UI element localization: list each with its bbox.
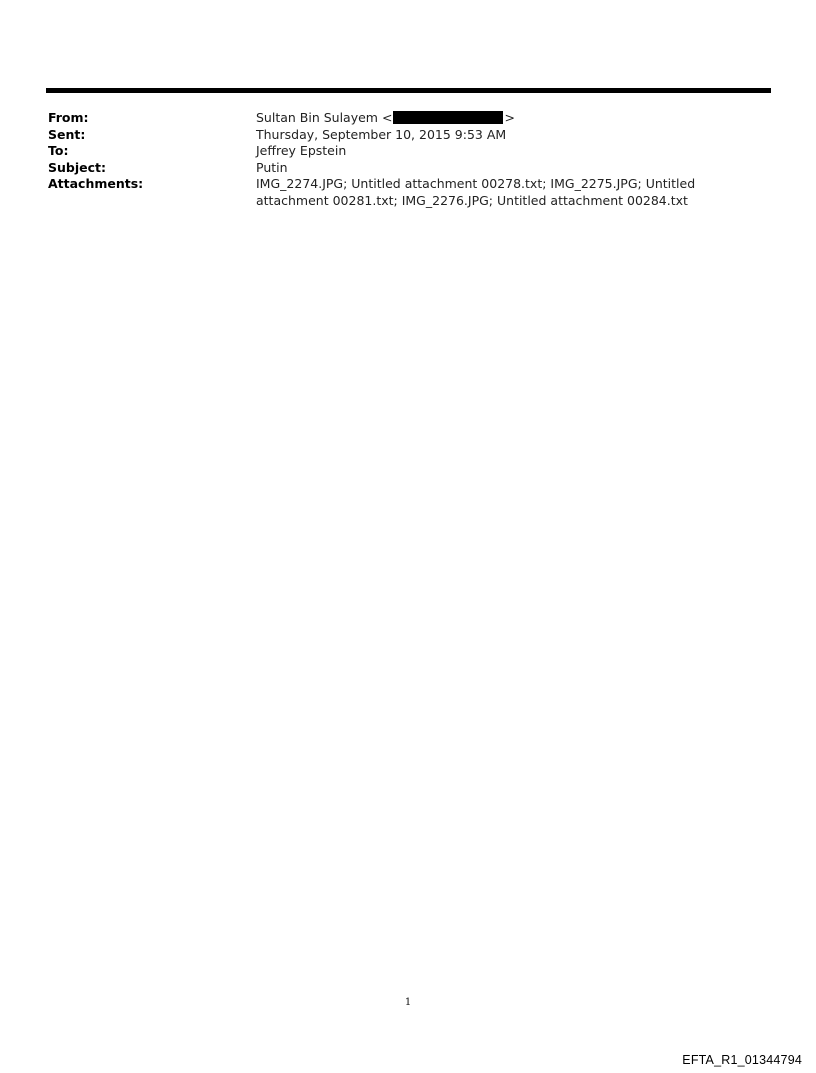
- to-value: Jeffrey Epstein: [256, 143, 347, 158]
- email-header: [48, 110, 768, 209]
- to-label: To:: [48, 143, 69, 158]
- attachments-row: [48, 176, 768, 209]
- to-row: [48, 143, 768, 160]
- header-divider: [46, 88, 771, 93]
- redacted-email-box: [393, 111, 503, 124]
- subject-row: [48, 160, 768, 177]
- sent-value: Thursday, September 10, 2015 9:53 AM: [256, 126, 507, 142]
- from-row: [48, 110, 768, 127]
- sent-label: Sent:: [48, 126, 86, 142]
- subject-label: Subject:: [48, 159, 106, 175]
- page-number: 1: [404, 997, 412, 1008]
- attachments-value: IMG_2274.JPG; Untitled attachment 00278.txt; IMG_2275.JPG; Untitled attachment 00281.txt; IMG_2276.JPG; Untitled attachment 00284.txt: [256, 176, 700, 208]
- sender-name: Sultan Bin Sulayem <: [256, 110, 393, 125]
- from-value: [256, 110, 768, 127]
- attachments-label: Attachments:: [48, 176, 144, 191]
- sender-suffix: >: [504, 110, 515, 125]
- from-label: From:: [48, 110, 89, 125]
- sent-row: [48, 127, 768, 144]
- subject-value: Putin: [256, 159, 288, 175]
- bates-number: EFTA_R1_01344794: [682, 1053, 802, 1067]
